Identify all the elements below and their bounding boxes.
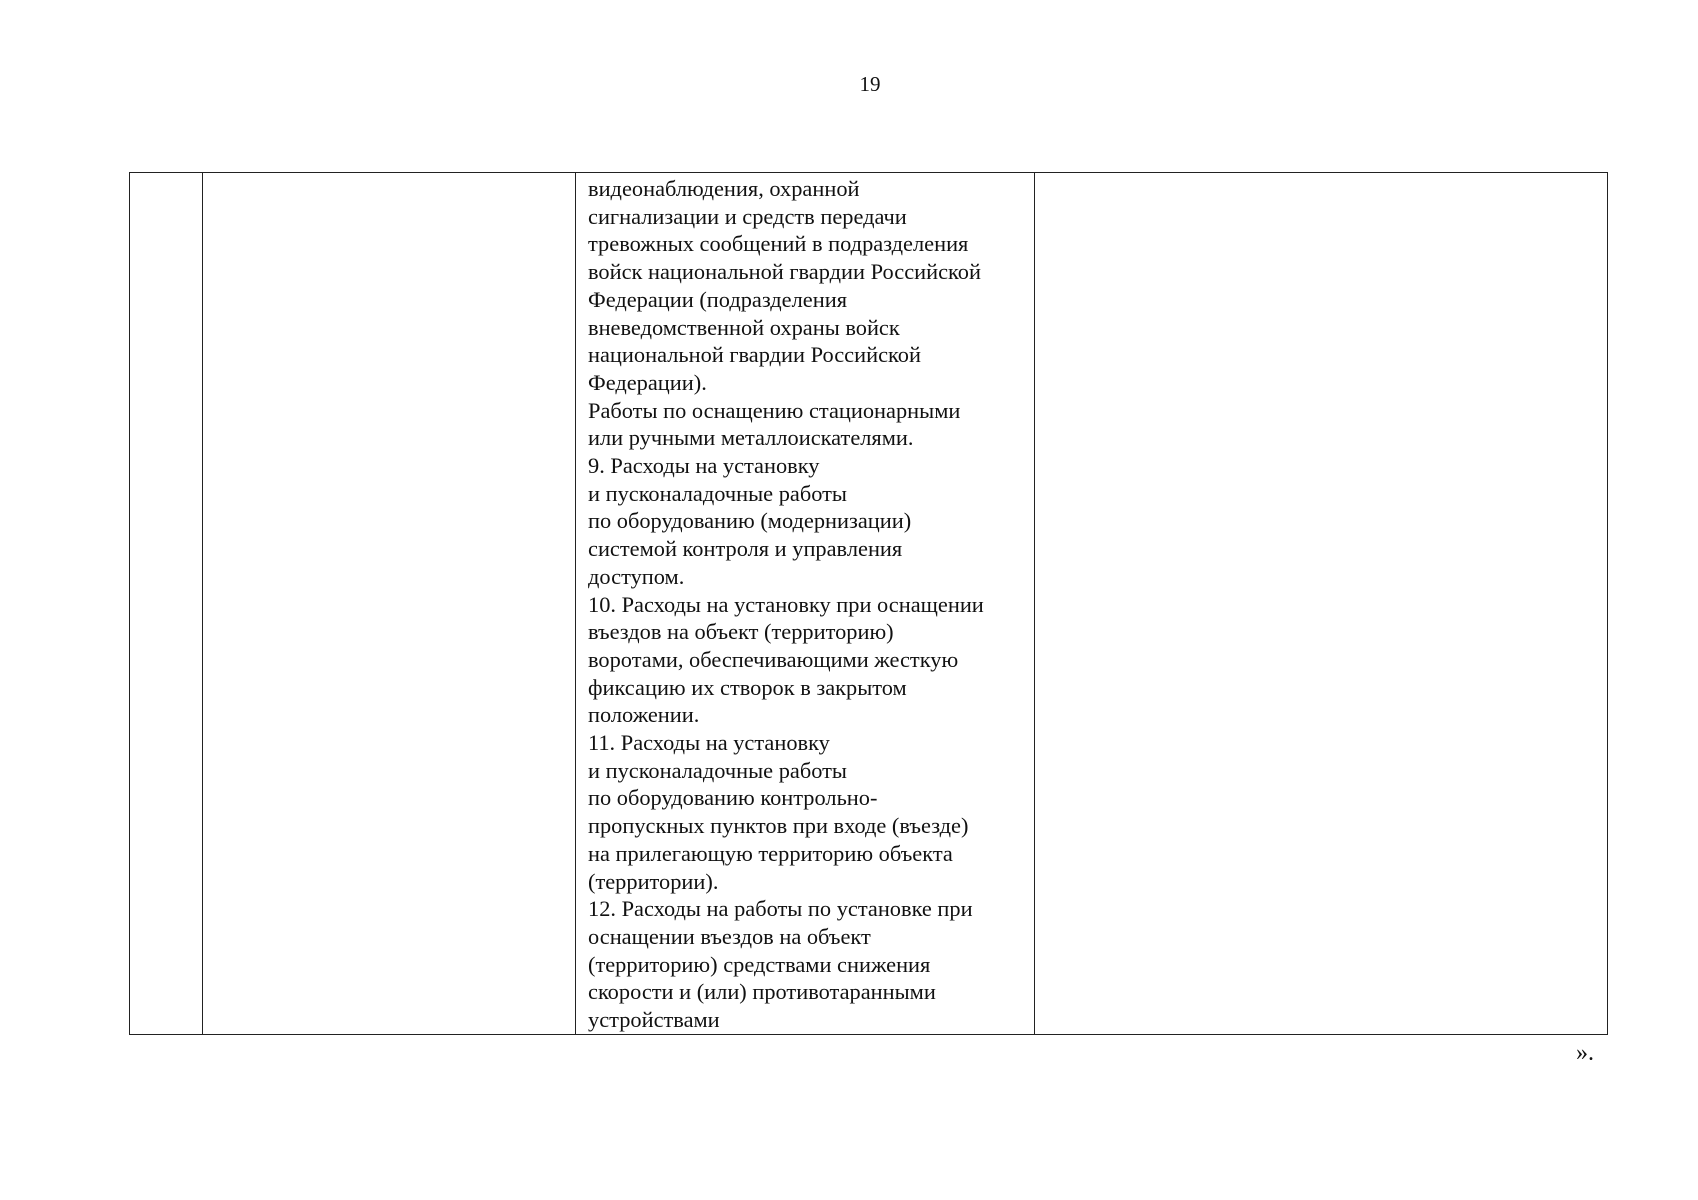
text-line: Федерации).: [588, 369, 707, 395]
text-line: скорости и (или) противотаранными: [588, 979, 936, 1005]
text-line: 10. Расходы на установку при оснащении: [588, 591, 984, 617]
text-line: доступом.: [588, 563, 685, 589]
text-line: войск национальной гвардии Российской: [588, 259, 981, 285]
table-cell-col-4: [1035, 173, 1608, 1035]
text-line: фиксацию их створок в закрытом: [588, 674, 907, 700]
text-line: воротами, обеспечивающими жесткую: [588, 646, 959, 672]
text-line: и пусконаладочные работы: [588, 480, 847, 506]
text-line: системой контроля и управления: [588, 536, 903, 562]
table-cell-col-3: [576, 173, 1035, 1035]
text-line: по оборудованию (модернизации): [588, 508, 912, 534]
text-line: национальной гвардии Российской: [588, 342, 921, 368]
text-line: на прилегающую территорию объекта: [588, 840, 953, 866]
text-line: Работы по оснащению стационарными: [588, 397, 961, 423]
text-line: оснащении въездов на объект: [588, 923, 871, 949]
text-line: пропускных пунктов при входе (въезде): [588, 813, 969, 839]
content-table: [129, 172, 1608, 1035]
table-cell-col-2: [203, 173, 576, 1035]
text-line: въездов на объект (территорию): [588, 619, 894, 645]
table-cell-col-1: [130, 173, 203, 1035]
text-line: тревожных сообщений в подразделения: [588, 231, 969, 257]
text-line: 9. Расходы на установку: [588, 453, 820, 479]
text-line: вневедомственной охраны войск: [588, 314, 900, 340]
table-row: [130, 173, 1608, 1035]
page-number: 19: [859, 72, 881, 96]
text-line: положении.: [588, 702, 700, 728]
text-line: устройствами: [588, 1007, 720, 1033]
text-line: (территории).: [588, 868, 719, 894]
text-line: и пусконаладочные работы: [588, 757, 847, 783]
text-line: 11. Расходы на установку: [588, 730, 830, 756]
cell-text-block: [576, 173, 1034, 1034]
text-line: сигнализации и средств передачи: [588, 203, 907, 229]
text-line: Федерации (подразделения: [588, 286, 848, 312]
closing-quote-mark: ».: [1576, 1040, 1594, 1066]
text-line: видеонаблюдения, охранной: [588, 176, 860, 201]
text-line: (территорию) средствами снижения: [588, 951, 931, 977]
text-line: по оборудованию контрольно-: [588, 785, 878, 811]
text-line: или ручными металлоискателями.: [588, 425, 914, 451]
text-line: 12. Расходы на работы по установке при: [588, 896, 973, 922]
